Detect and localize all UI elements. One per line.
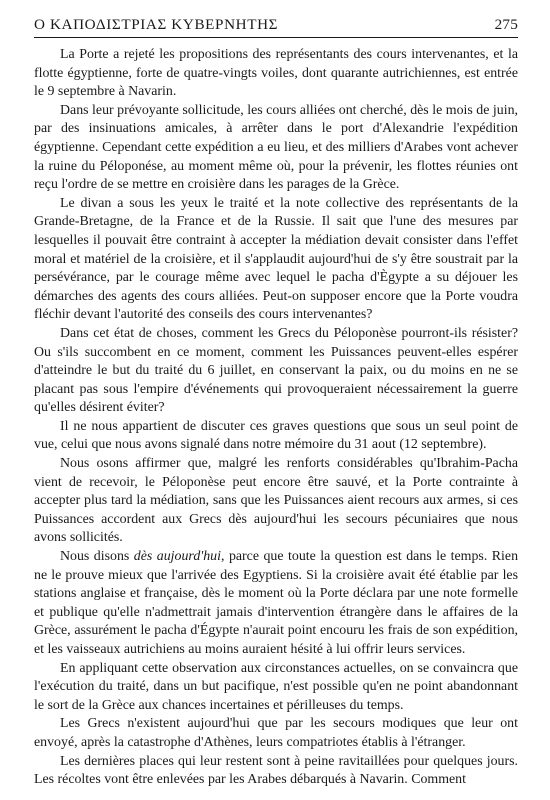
paragraph-text: Nous disons <box>60 549 134 565</box>
paragraph: En appliquant cette observation aux circonstances actuelles, on se convaincra que l'exécution du traité, dans un but pacifique, n'est possible qu'en ne point abandonnant le sort de la Grèce aux chances incertaines et périlleuses du temps. <box>34 660 518 713</box>
running-header <box>34 13 518 37</box>
paragraph: Les Grecs n'existent aujourd'hui que par les secours modiques que leur ont envoyé, après la catastrophe d'Athènes, leurs compatriotes établis à l'étranger. <box>34 716 518 750</box>
paragraph-text: , parce que toute la question est dans le temps. Rien ne le prouve mieux que l'arrivée des Egyptiens. Si la croisière avait été établie par les stations anglaise et française, dès le moment où la Porte déclara par une note formelle et publique qu'elle n'admettrait jamais d'intervention étrangère dans le affaires de la Grèce, assurément le pacha d'Égypte n'aurait point encouru les frais de son expédition, et les vaisseaux autrichiens au moins auraient hésité à lui offrir leurs services. <box>34 549 519 657</box>
emphasis-text: dès aujourd'hui <box>133 549 221 565</box>
paragraph: Il ne nous appartient de discuter ces graves questions que sous un seul point de vue, celui que nous avons signalé dans notre mémoire du 31 aout (12 septembre). <box>34 418 518 453</box>
page-number: 275 <box>494 16 518 33</box>
paragraph <box>34 548 518 660</box>
running-title: Ο ΚΑΠΟΔΙΣΤΡΙΑΣ ΚΥΒΕΡΝΗΤΗΣ <box>34 16 279 33</box>
paragraph: La Porte a rejeté les propositions des représentants des cours intervenantes, et la flotte égyptienne, forte de quatre-vingts voiles, dont quarante autrichiennes, est entrée le 9 septembre à Navarin. <box>34 47 518 100</box>
paragraph: Les dernières places qui leur restent sont à peine ravitaillées pour quelques jours. Les récoltes vont être enlevées par les Arabes débarqués à Navarin. Comment <box>34 753 518 788</box>
paragraph: Nous osons affirmer que, malgré les renforts considérables qu'Ibrahim-Pacha vient de recevoir, le Péloponèse peut encore être sauvé, et la Porte contrainte à accepter plus tard la médiation, sans que les Puissances aient recours aux armes, si ces Puissances accordent aux Grecs dès aujourd'hui les secours pécuniaires que nous avons sollicités. <box>34 456 518 546</box>
header-rule <box>34 37 518 38</box>
body-text <box>34 46 518 790</box>
paragraph: Dans cet état de choses, comment les Grecs du Péloponèse pourront-ils résister? Ou s'ils succombent en ce moment, comment les Puissances peuvent-elles espérer d'atteindre le but du traité du 6 juillet, en conservant la paix, ou du moins en ne se placant pas sous l'empire d'événements qui provoqueraient nécessairement la guerre qu'elles désirent éviter? <box>34 325 518 416</box>
paragraph: Le divan a sous les yeux le traité et la note collective des représentants de la Grande-Bretagne, de la France et de la Russie. Il sait que l'une des mesures par lesquelles il pouvait être contraint à accepter la médiation devait consister dans l'effet moral et matériel de la croisière, et il s'applaudit aujourd'hui de s'y être soustrait par la persévérance, par le courage même avec lequel le pacha d'Ègypte a su déjouer les démarches des agents des cours alliées. Peut-on supposer encore que la Porte voudra fléchir devant l'autorité des conseils des cours intervenantes? <box>34 195 518 323</box>
paragraph: Dans leur prévoyante sollicitude, les cours alliées ont cherché, dès le mois de juin, par des insinuations amicales, à arrêter dans le port d'Alexandrie l'expédition égyptienne. Cependant cette expédition a eu lieu, et des milliers d'Arabes vont achever la ruine du Péloponése, au moment même où, pour la prévenir, les flottes réunies ont reçu l'ordre de se mettre en croisière dans les parages de la Grèce. <box>34 102 518 193</box>
